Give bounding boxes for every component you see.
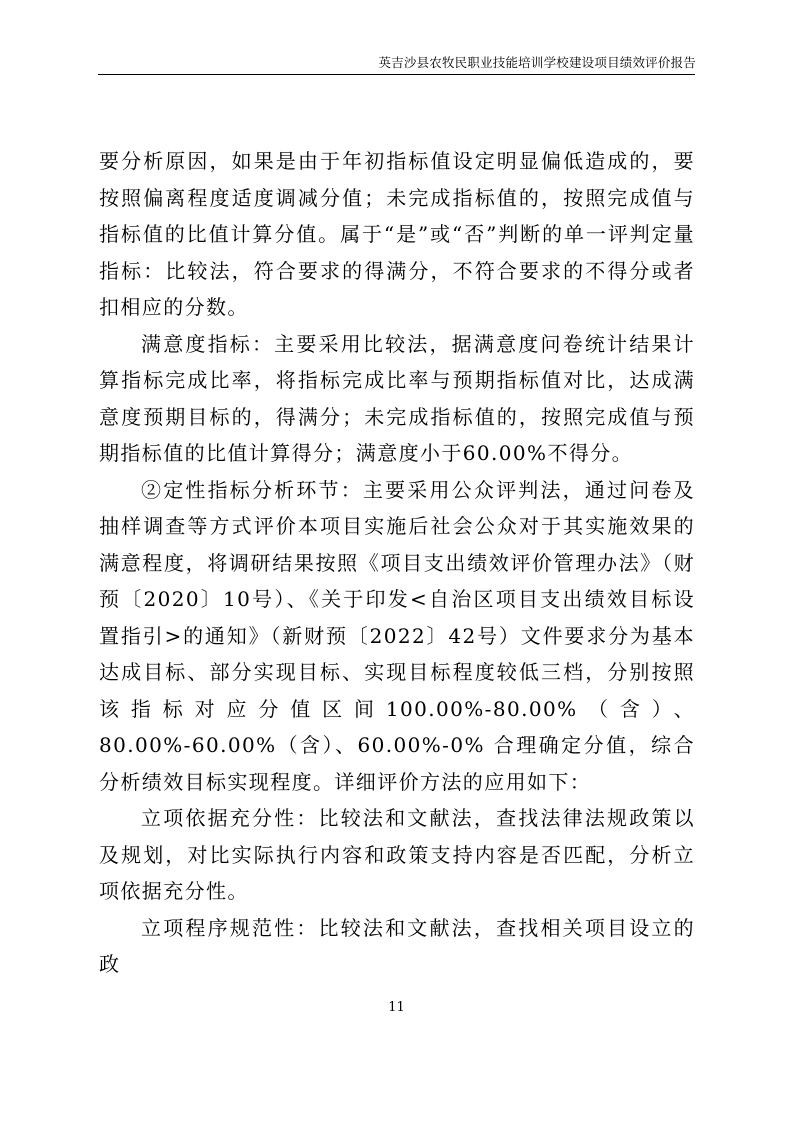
paragraph-qualitative-analysis: ②定性指标分析环节：主要采用公众评判法，通过问卷及抽样调查等方式评价本项目实施后社会公众对于其实施效果的满意程度，将调研结果按照《项目支出绩效评价管理办法》（财预〔2020〕10号）、《关于印发<自治区项目支出绩效目标设置指引>的通知》（新财预〔2022〕42号）文件要求分为基本达成目标、部分实现目标、实现目标程度较低三档，分别按照该指标对应分值区间100.00%-80.00%（含）、80.00%-60.00%（含）、60.00%-0% 合理确定分值，综合分析绩效目标实现程度。详细评价方法的应用如下： <box>99 477 695 794</box>
body-text <box>99 143 695 983</box>
paragraph-project-basis: 立项依据充分性：比较法和文献法，查找法律法规政策以及规划，对比实际执行内容和政策支持内容是否匹配，分析立项依据充分性。 <box>99 806 695 903</box>
header-divider <box>98 74 695 75</box>
paragraph-project-procedure: 立项程序规范性：比较法和文献法，查找相关项目设立的政 <box>99 915 695 976</box>
paragraph-continuation: 要分析原因，如果是由于年初指标值设定明显偏低造成的，要按照偏离程度适度调减分值；未完成指标值的，按照完成值与指标值的比值计算分值。属于“是”或“否”判断的单一评判定量指标：比较法，符合要求的得满分，不符合要求的不得分或者扣相应的分数。 <box>99 149 695 319</box>
paragraph-satisfaction-indicator: 满意度指标：主要采用比较法，据满意度问卷统计结果计算指标完成比率，将指标完成比率与预期指标值对比，达成满意度预期目标的，得满分；未完成指标值的，按照完成值与预期指标值的比值计算得分；满意度小于60.00%不得分。 <box>99 331 695 465</box>
report-header-title: 英吉沙县农牧民职业技能培训学校建设项目绩效评价报告 <box>378 55 696 70</box>
page-number: 11 <box>388 1000 405 1015</box>
